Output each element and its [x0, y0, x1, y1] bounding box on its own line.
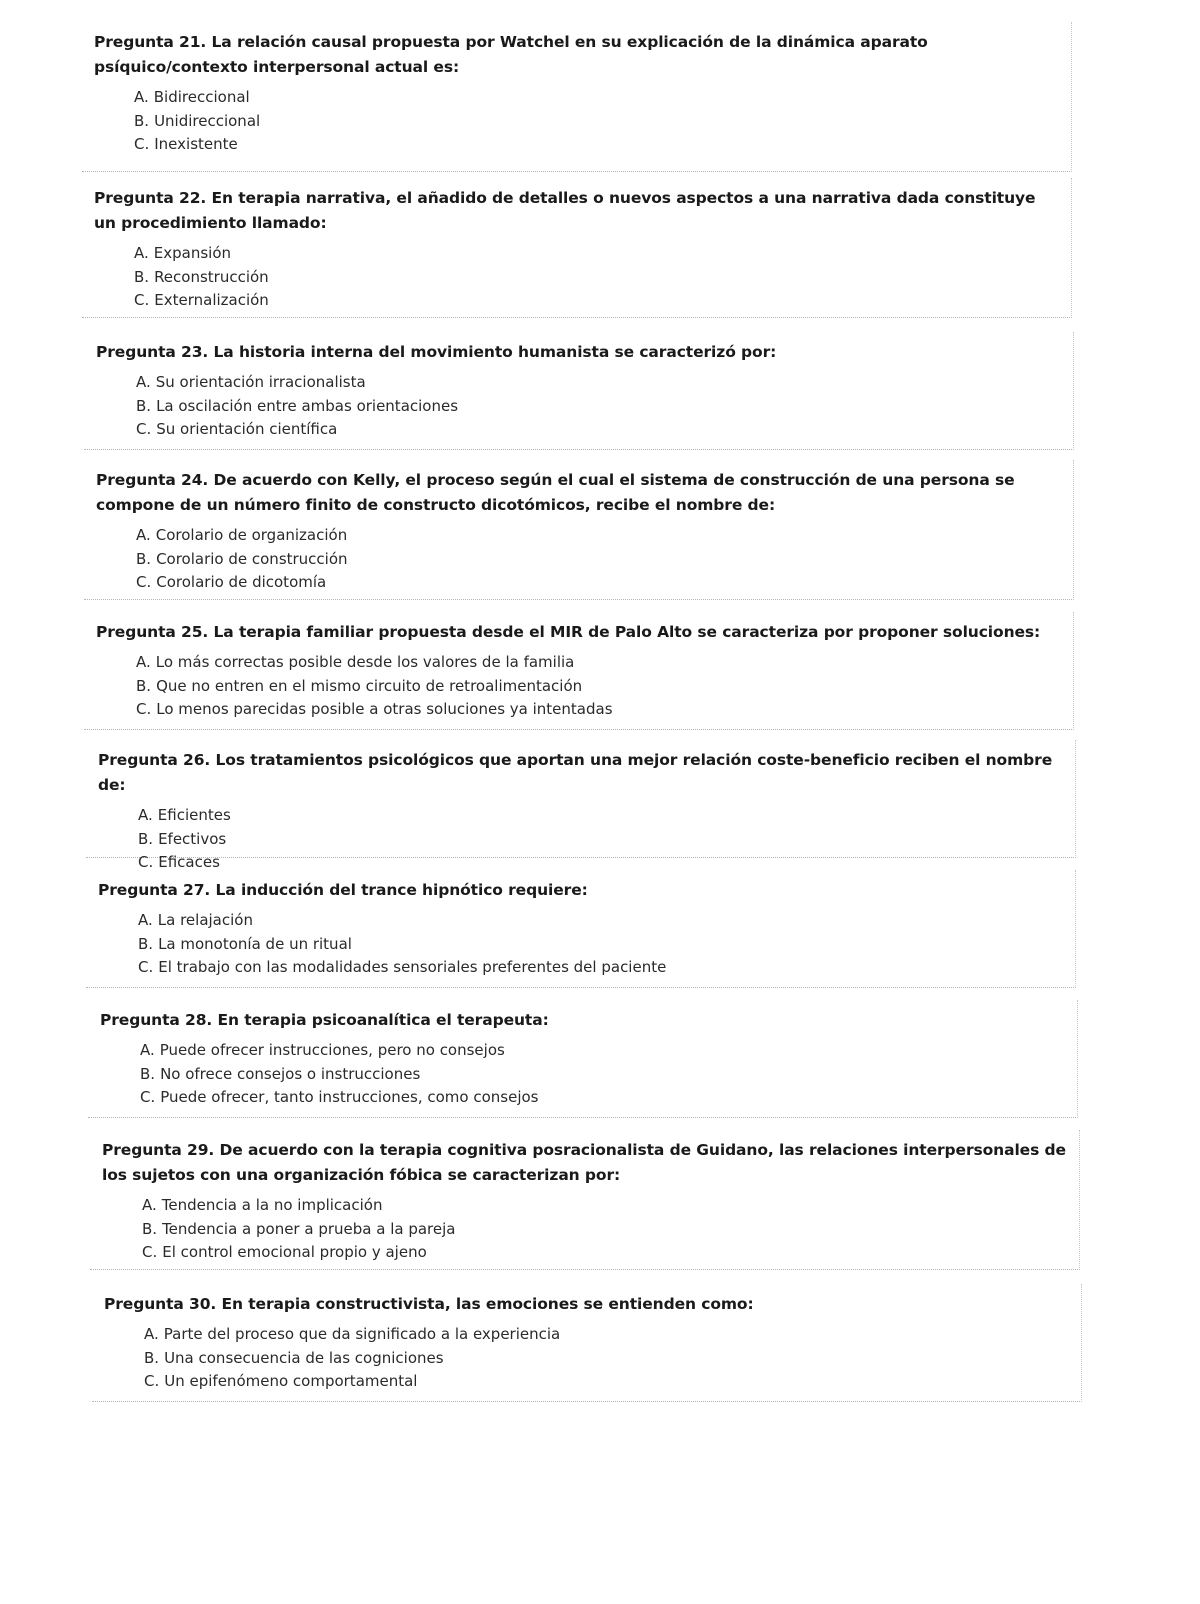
- question-27: [86, 870, 1076, 988]
- question-statement: En terapia narrativa, el añadido de detalles o nuevos aspectos a una narrativa dada constituye un procedimiento llamado:: [94, 189, 1036, 232]
- option-text: Su orientación irracionalista: [155, 373, 366, 391]
- option-letter: A.: [142, 1196, 157, 1214]
- answer-option-a: [140, 1039, 1067, 1063]
- question-21: [82, 22, 1072, 172]
- question-statement: En terapia psicoanalítica el terapeuta:: [217, 1011, 549, 1029]
- question-text: [98, 748, 1065, 798]
- question-number: Pregunta 23.: [96, 343, 209, 361]
- question-text: [96, 620, 1063, 645]
- option-letter: C.: [134, 135, 150, 153]
- option-letter: C.: [136, 700, 152, 718]
- option-text: El control emocional propio y ajeno: [162, 1243, 427, 1261]
- option-text: Eficaces: [158, 853, 220, 871]
- answer-option-c: [138, 956, 1065, 980]
- answer-option-c: [136, 418, 1063, 442]
- question-number: Pregunta 21.: [94, 33, 207, 51]
- question-text: [94, 186, 1061, 236]
- answer-option-a: [136, 651, 1063, 675]
- answer-options: [98, 909, 1065, 980]
- answer-options: [102, 1194, 1069, 1265]
- answer-options: [96, 524, 1063, 595]
- option-text: Corolario de construcción: [156, 549, 348, 568]
- option-text: No ofrece consejos o instrucciones: [160, 1064, 421, 1083]
- answer-option-c: [144, 1370, 1071, 1394]
- answer-option-a: [144, 1323, 1071, 1347]
- option-letter: C.: [136, 420, 152, 438]
- answer-option-b: [136, 548, 1063, 572]
- answer-option-b: [138, 828, 1065, 852]
- question-number: Pregunta 22.: [94, 189, 207, 207]
- question-statement: La terapia familiar propuesta desde el MIR de Palo Alto se caracteriza por proponer soluciones:: [213, 623, 1041, 641]
- option-text: Tendencia a poner a prueba a la pareja: [162, 1219, 456, 1238]
- question-statement: En terapia constructivista, las emociones se entienden como:: [221, 1295, 754, 1313]
- answer-option-c: [136, 698, 1063, 722]
- answer-options: [98, 804, 1065, 875]
- option-letter: A.: [136, 373, 151, 391]
- answer-option-c: [134, 289, 1061, 313]
- option-letter: B.: [144, 1348, 160, 1367]
- question-statement: De acuerdo con la terapia cognitiva posracionalista de Guidano, las relaciones interpersonales de los sujetos con una organización fóbica se caracterizan por:: [102, 1141, 1066, 1184]
- question-text: [96, 340, 1063, 365]
- option-text: Efectivos: [158, 829, 227, 848]
- question-number: Pregunta 24.: [96, 471, 209, 489]
- question-number: Pregunta 30.: [104, 1295, 217, 1313]
- option-text: Inexistente: [154, 135, 238, 153]
- answer-options: [94, 86, 1061, 157]
- option-text: La relajación: [157, 911, 253, 929]
- option-text: Un epifenómeno comportamental: [164, 1372, 418, 1390]
- option-text: El trabajo con las modalidades sensoriales preferentes del paciente: [158, 958, 667, 976]
- option-text: Reconstrucción: [154, 267, 269, 286]
- option-letter: A.: [136, 526, 151, 544]
- question-number: Pregunta 26.: [98, 751, 211, 769]
- answer-options: [96, 651, 1063, 722]
- answer-options: [96, 371, 1063, 442]
- option-letter: B.: [138, 829, 154, 848]
- question-text: [100, 1008, 1067, 1033]
- option-letter: B.: [138, 934, 154, 953]
- option-letter: B.: [136, 396, 152, 415]
- question-text: [104, 1292, 1071, 1317]
- question-statement: La relación causal propuesta por Watchel en su explicación de la dinámica aparato psíquico/contexto interpersonal actual es:: [94, 33, 928, 76]
- option-text: La monotonía de un ritual: [158, 934, 352, 953]
- option-text: La oscilación entre ambas orientaciones: [156, 396, 459, 415]
- answer-options: [104, 1323, 1071, 1394]
- option-letter: A.: [140, 1041, 155, 1059]
- answer-option-b: [134, 110, 1061, 134]
- option-text: Parte del proceso que da significado a la experiencia: [163, 1325, 561, 1343]
- question-number: Pregunta 28.: [100, 1011, 213, 1029]
- option-text: Tendencia a la no implicación: [161, 1196, 383, 1214]
- option-letter: A.: [134, 244, 149, 262]
- answer-option-a: [136, 371, 1063, 395]
- answer-option-b: [136, 675, 1063, 699]
- option-text: Una consecuencia de las cogniciones: [164, 1348, 444, 1367]
- option-text: Bidireccional: [153, 88, 250, 106]
- option-text: Puede ofrecer, tanto instrucciones, como consejos: [160, 1088, 539, 1106]
- question-statement: La historia interna del movimiento humanista se caracterizó por:: [213, 343, 777, 361]
- question-29: [90, 1130, 1080, 1270]
- answer-option-b: [144, 1347, 1071, 1371]
- option-letter: B.: [134, 111, 150, 130]
- option-letter: C.: [144, 1372, 160, 1390]
- question-number: Pregunta 27.: [98, 881, 211, 899]
- option-letter: B.: [140, 1064, 156, 1083]
- option-letter: C.: [134, 291, 150, 309]
- question-22: [82, 178, 1072, 318]
- answer-options: [94, 242, 1061, 313]
- option-letter: C.: [136, 573, 152, 591]
- option-text: Puede ofrecer instrucciones, pero no consejos: [159, 1041, 505, 1059]
- option-letter: C.: [142, 1243, 158, 1261]
- option-text: Lo más correctas posible desde los valores de la familia: [155, 653, 575, 671]
- answer-option-b: [142, 1218, 1069, 1242]
- question-text: [94, 30, 1061, 80]
- question-number: Pregunta 25.: [96, 623, 209, 641]
- answer-option-a: [138, 909, 1065, 933]
- option-text: Externalización: [154, 291, 269, 309]
- option-letter: A.: [138, 806, 153, 824]
- question-30: [92, 1284, 1082, 1402]
- answer-option-a: [136, 524, 1063, 548]
- option-letter: A.: [136, 653, 151, 671]
- question-26: [86, 740, 1076, 871]
- question-text: [98, 878, 1065, 903]
- option-text: Corolario de dicotomía: [156, 573, 327, 591]
- question-number: Pregunta 29.: [102, 1141, 215, 1159]
- question-24: [84, 460, 1074, 600]
- question-text: [102, 1138, 1069, 1188]
- answer-option-b: [138, 933, 1065, 957]
- option-letter: B.: [142, 1219, 158, 1238]
- answer-option-b: [140, 1063, 1067, 1087]
- question-statement: De acuerdo con Kelly, el proceso según el cual el sistema de construcción de una persona se compone de un número finito de constructo dicotómicos, recibe el nombre de:: [96, 471, 1015, 514]
- option-text: Que no entren en el mismo circuito de retroalimentación: [156, 676, 583, 695]
- answer-option-b: [136, 395, 1063, 419]
- question-28: [88, 1000, 1078, 1118]
- answer-option-a: [138, 804, 1065, 828]
- option-letter: B.: [136, 676, 152, 695]
- option-letter: A.: [134, 88, 149, 106]
- answer-option-c: [136, 571, 1063, 595]
- answer-options: [100, 1039, 1067, 1110]
- answer-option-c: [134, 133, 1061, 157]
- option-text: Unidireccional: [154, 111, 261, 130]
- option-letter: B.: [136, 549, 152, 568]
- question-25: [84, 612, 1074, 730]
- option-letter: B.: [134, 267, 150, 286]
- question-statement: La inducción del trance hipnótico requiere:: [215, 881, 588, 899]
- answer-option-b: [134, 266, 1061, 290]
- option-letter: C.: [140, 1088, 156, 1106]
- question-23: [84, 332, 1074, 450]
- answer-option-a: [142, 1194, 1069, 1218]
- option-letter: A.: [144, 1325, 159, 1343]
- answer-option-c: [142, 1241, 1069, 1265]
- option-letter: A.: [138, 911, 153, 929]
- question-text: [96, 468, 1063, 518]
- option-text: Expansión: [153, 244, 232, 262]
- option-text: Su orientación científica: [156, 420, 338, 438]
- answer-option-a: [134, 86, 1061, 110]
- option-letter: C.: [138, 853, 154, 871]
- option-letter: C.: [138, 958, 154, 976]
- option-text: Lo menos parecidas posible a otras soluciones ya intentadas: [156, 700, 613, 718]
- option-text: Corolario de organización: [155, 526, 348, 544]
- answer-option-c: [140, 1086, 1067, 1110]
- option-text: Eficientes: [157, 806, 231, 824]
- answer-option-a: [134, 242, 1061, 266]
- question-statement: Los tratamientos psicológicos que aportan una mejor relación coste-beneficio reciben el nombre de:: [98, 751, 1053, 794]
